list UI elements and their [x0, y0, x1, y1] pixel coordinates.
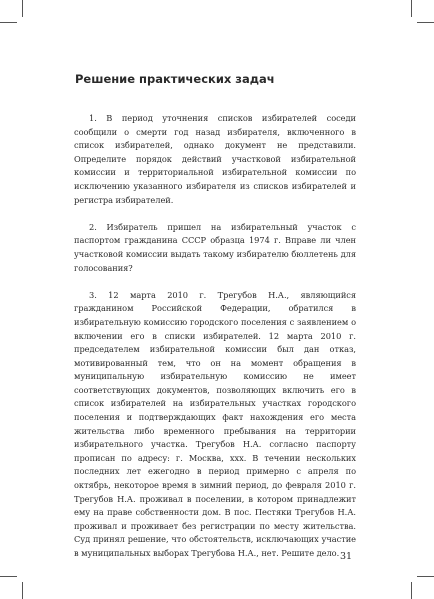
crop-mark: [411, 582, 412, 599]
crop-mark: [22, 0, 23, 17]
crop-mark: [417, 576, 434, 577]
page-number: 31: [340, 551, 353, 562]
crop-mark: [0, 22, 17, 23]
crop-mark: [417, 22, 434, 23]
task-2-paragraph: 2. Избиратель пришел на избирательный участок с паспортом гражданина СССР образца 1974 г. Вправе ли член участковой комиссии выдать такому избирателю бюллетень для голосования?: [74, 221, 356, 273]
crop-mark: [411, 0, 412, 17]
body-text: [74, 112, 356, 574]
crop-mark: [0, 576, 17, 577]
task-3-paragraph: 3. 12 марта 2010 г. Трегубов Н.А., являющийся гражданином Российской Федерации, обратился в избирательную комиссию городского поселения с заявлением о включении его в списки избирателей. 12 марта 2010 г. председателем избирательной комиссии был дан отказ, мотивированный тем, что он на момент обращения в муниципальную избирательную комиссию не имеет соответствующих документов, позволяющих включить его в список избирателей на избирательных участках городского поселения и подтверждающих факт нахождения его места жительства либо временного пребывания на территории избирательного участка. Трегубов Н.А. согласно паспорту прописан по адресу: г. Москва, ххх. В течении нескольких последних лет ежегодно в период примерно с апреля по октябрь, некоторое время в зимний период, до февраля 2010 г. Трегубов Н.А. проживал в поселении, в котором принадлежит ему на праве собственности дом. В пос. Пестяки Трегубов Н.А. проживал и проживает без регистрации по месту жительства. Суд принял решение, что обстоятельств, исключающих участие в муниципальных выборах Трегубова Н.А., нет. Решите дело.: [74, 289, 356, 558]
crop-mark: [22, 582, 23, 599]
section-heading: Решение практических задач: [75, 72, 275, 86]
task-1-paragraph: 1. В период уточнения списков избирателей соседи сообщили о смерти год назад избирателя, включенного в список избирателей, однако документ не представили. Определите порядок действий участковой избирательной комиссии и территориальной избирательной комиссии по исключению указанного избирателя из списков избирателей и регистра избирателей.: [74, 113, 356, 205]
